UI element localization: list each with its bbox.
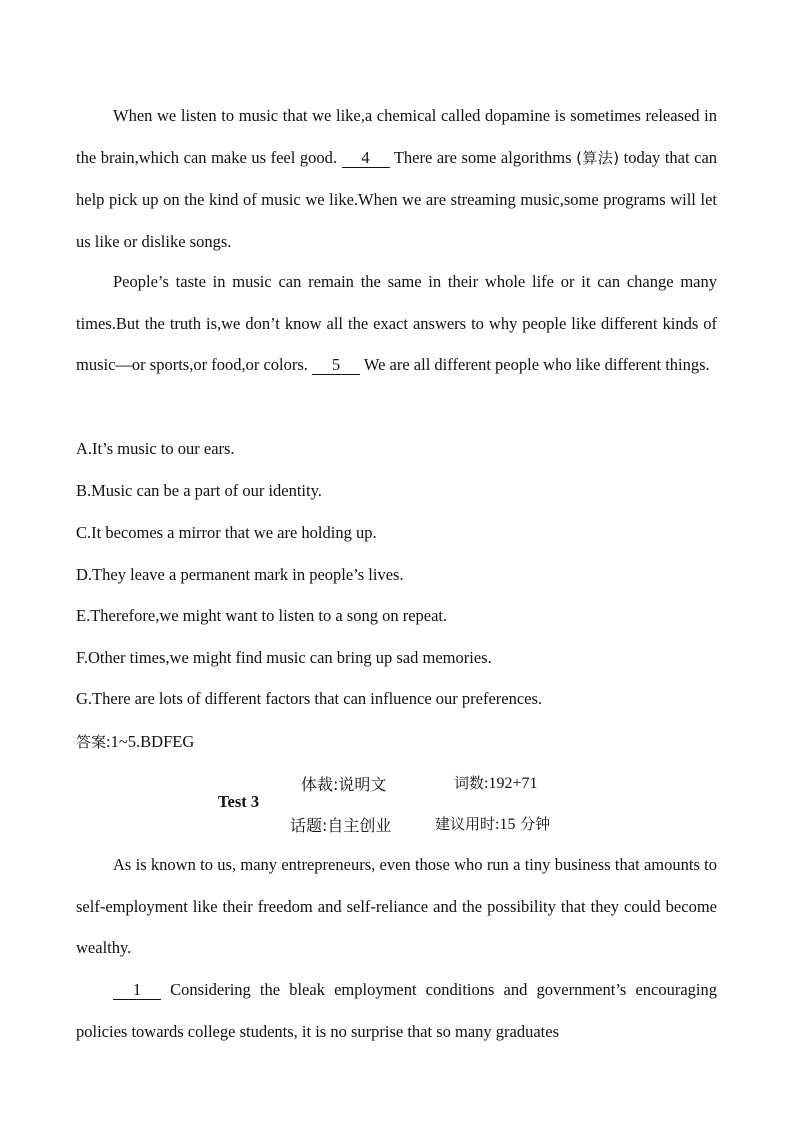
word-count-label: 词数 <box>454 774 485 792</box>
paragraph-graduates <box>76 969 717 1052</box>
option-d: D.They leave a permanent mark in people’s lives. <box>76 565 404 584</box>
time-unit: 分钟 <box>515 815 551 833</box>
paragraph-text: today that can help pick up on the kind of music we like.When we are streaming music,some programs will let us like or dislike songs. <box>76 147 718 251</box>
option-e: E.Therefore,we might want to listen to a song on repeat. <box>76 606 448 625</box>
chinese-gloss: (算法) <box>576 148 620 167</box>
paragraph-text: When we listen to music that we like,a chemical called dopamine is sometimes released in the brain,which can make us feel good. <box>76 106 717 167</box>
answer-blank-4: 4 <box>342 149 390 168</box>
paragraph-text: Considering the bleak employment conditions and government’s encouraging policies towards college students, it is no surprise that so many graduates <box>76 980 718 1041</box>
word-count-value: :192+71 <box>484 775 538 792</box>
paragraph-text: People’s taste in music can remain the same in their whole life or it can change many times.But the truth is,we don’t know all the exact answers to why people like different kinds of music—or sports,or food,or colors. <box>76 272 717 374</box>
word-count <box>454 772 537 793</box>
paragraph-taste <box>76 261 717 386</box>
answer-blank-5: 5 <box>312 356 360 375</box>
time-label: 建议用时 <box>435 815 496 833</box>
option-f: F.Other times,we might find music can bring up sad memories. <box>76 648 492 667</box>
option-g: G.There are lots of different factors that can influence our preferences. <box>76 689 543 708</box>
paragraph-dopamine <box>76 95 717 262</box>
time-value: :15 <box>495 816 516 833</box>
genre-label: 体裁:说明文 <box>301 775 387 794</box>
answer-label: 答案 <box>76 733 107 751</box>
topic-label: 话题:自主创业 <box>290 816 392 835</box>
answer-blank-1: 1 <box>113 981 161 1000</box>
answer-value: :1~5.BDFEG <box>106 732 195 751</box>
suggested-time <box>435 813 550 834</box>
option-c: C.It becomes a mirror that we are holding up. <box>76 523 377 542</box>
option-b: B.Music can be a part of our identity. <box>76 481 322 500</box>
paragraph-text: We are all different people who like different things. <box>363 355 710 374</box>
option-a: A.It’s music to our ears. <box>76 439 235 458</box>
answer-key <box>76 731 194 752</box>
test-title: Test 3 <box>218 792 260 811</box>
paragraph-text: There are some algorithms <box>393 147 572 167</box>
paragraph-entrepreneurs: As is known to us, many entrepreneurs, even those who run a tiny business that amounts to self-employment like their freedom and self-reliance and the possibility that they could become wealthy. <box>76 855 717 957</box>
